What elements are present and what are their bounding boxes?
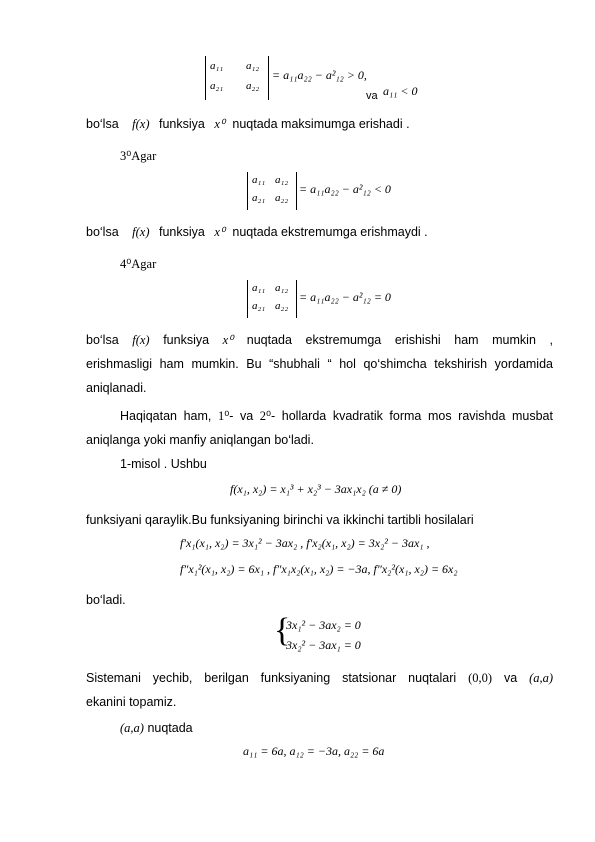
det1-and: va [366, 90, 378, 102]
point-symbol: x⁰ [222, 333, 234, 347]
point-symbol: x⁰ [214, 117, 225, 131]
first-derivatives: f′x₁(x₁, x₂) = 3x₁² − 3ax₂ , f′x₂(x₁, x₂) = 3x₂² − 3ax₁ , [180, 536, 430, 550]
paragraph-doubtful-line-2: erishmasligi ham mumkin. Bu “shubhali “ hol qo‘shimcha tekshirish yordamida [86, 357, 553, 371]
function-symbol: f(x) [132, 333, 150, 347]
det3-expression: = a₁₁a₂₂ − a²₁₂ = 0 [299, 290, 391, 304]
paragraph-stationary-line-1: Sistemani yechib, berilgan funksiyaning statsionar nuqtalari (0,0) va (a,a) [86, 671, 554, 685]
paragraph-quadratic-line-1: Haqiqatan ham, 1⁰- va 2⁰- hollarda kvadratik forma mos ravishda musbat [120, 409, 553, 423]
det2-expression: = a₁₁a₂₂ − a²₁₂ < 0 [299, 182, 391, 196]
stationary-point-2: (a,a) [529, 671, 554, 685]
det3-a21: a₂₁ [252, 300, 266, 312]
det1-a12: a₁₂ [246, 60, 260, 72]
det1-a22: a₂₂ [246, 80, 260, 92]
paragraph-derivatives: funksiyani qaraylik.Bu funksiyaning birinchi va ikkinchi tartibli hosilalari [86, 513, 474, 527]
point-heading: (a,a) nuqtada [120, 721, 193, 735]
system-equation-1: 3x₁² − 3ax₂ = 0 [286, 618, 361, 632]
paragraph-no-extremum: bo‘lsa f(x) funksiya x⁰ nuqtada ekstremumga erishmaydi . [86, 225, 428, 239]
function-symbol: f(x) [132, 225, 150, 239]
paragraph-doubtful-line-1: bo‘lsa f(x) funksiya x⁰ nuqtada ekstremumga erishishi ham mumkin , [86, 333, 553, 347]
det2-a22: a₂₂ [275, 192, 289, 204]
stationary-point-1: (0,0) [468, 671, 493, 685]
det2-a11: a₁₁ [252, 174, 266, 186]
function-definition: f(x₁, x₂) = x₁³ + x₂³ − 3ax₁x₂ (a ≠ 0) [230, 482, 402, 496]
determinant-1 [205, 56, 269, 100]
determinant-3 [247, 280, 297, 318]
paragraph-stationary-line-2: ekanini topamiz. [86, 695, 177, 709]
paragraph-doubtful-line-3: aniqlanadi. [86, 381, 147, 395]
case-4-heading: 4⁰Agar [120, 257, 157, 271]
det1-condition: a₁₁ < 0 [383, 84, 418, 98]
det1-a11: a₁₁ [210, 60, 224, 72]
det2-a12: a₁₂ [275, 174, 289, 186]
det2-a21: a₂₁ [252, 192, 266, 204]
det3-a11: a₁₁ [252, 282, 266, 294]
point-symbol: x⁰ [214, 225, 225, 239]
det3-a12: a₁₂ [275, 282, 289, 294]
example-heading: 1-misol . Ushbu [120, 457, 207, 471]
determinant-2 [247, 172, 297, 210]
paragraph-maximum: bo‘lsa f(x) funksiya x⁰ nuqtada maksimumga erishadi . [86, 117, 410, 131]
system-brace: { [274, 612, 291, 649]
paragraph-bo-ladi: bo‘ladi. [86, 593, 126, 607]
det1-expression: = a₁₁a₂₂ − a²₁₂ > 0, [272, 68, 367, 82]
function-symbol: f(x) [132, 117, 150, 131]
second-derivatives: f″x₁²(x₁, x₂) = 6x₁ , f″x₁x₂(x₁, x₂) = −3a, f″x₂²(x₁, x₂) = 6x₂ [180, 562, 458, 576]
coefficients-at-point: a₁₁ = 6a, a₁₂ = −3a, a₂₂ = 6a [243, 744, 385, 758]
paragraph-quadratic-line-2: aniqlanga yoki manfiy aniqlangan bo‘ladi. [86, 433, 314, 447]
case-3-heading: 3⁰Agar [120, 149, 157, 163]
system-equation-2: 3x₂² − 3ax₁ = 0 [286, 638, 361, 652]
det3-a22: a₂₂ [275, 300, 289, 312]
det1-a21: a₂₁ [210, 80, 224, 92]
